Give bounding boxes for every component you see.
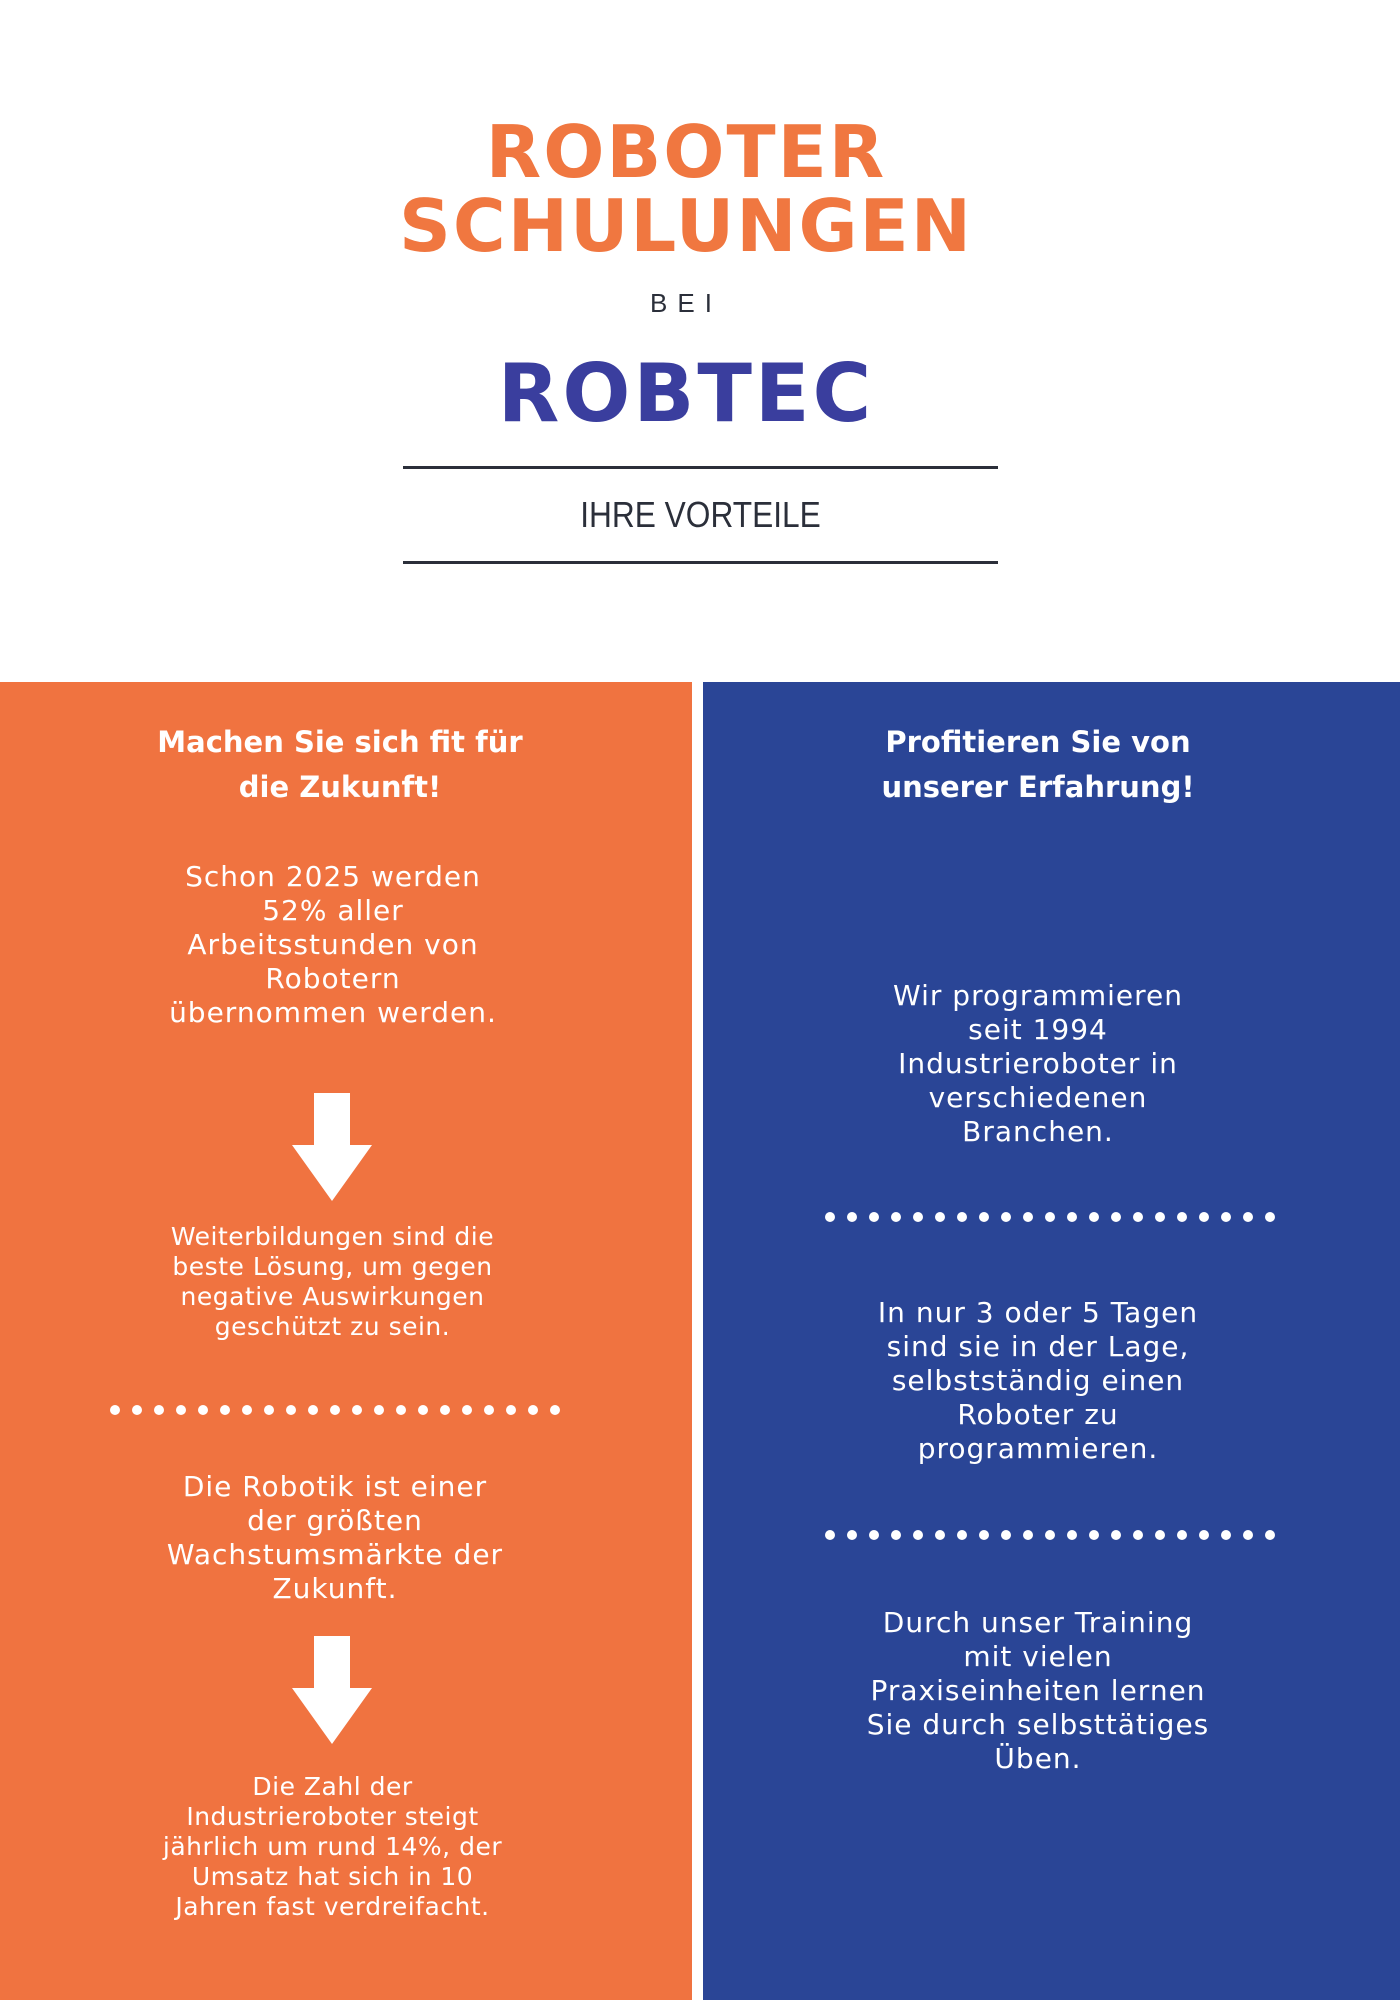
title-line-1: ROBOTER — [485, 110, 887, 194]
left-text-4: Die Zahl der Industrieroboter steigt jährlich um rund 14%, der Umsatz hat sich in 10 Jahren fast verdreifacht. — [162, 1772, 503, 1921]
divider-top — [403, 466, 998, 469]
bei-label: BEI — [650, 288, 722, 318]
left-text-1: Schon 2025 werden 52% aller Arbeitsstunden von Robotern übernommen werden. — [169, 860, 497, 1029]
subtitle: IHRE VORTEILE — [580, 494, 821, 535]
dotted-separator — [110, 1405, 560, 1417]
brand-name: ROBTEC — [497, 347, 875, 440]
right-text-1: Wir programmieren seit 1994 Industrieroboter in verschiedenen Branchen. — [893, 979, 1183, 1148]
down-arrow-icon — [292, 1093, 372, 1201]
right-text-2: In nur 3 oder 5 Tagen sind sie in der Lage, selbstständig einen Roboter zu programmieren. — [877, 1296, 1199, 1465]
down-arrow-icon — [292, 1636, 372, 1744]
left-column — [0, 682, 692, 2000]
dotted-separator — [825, 1212, 1275, 1224]
left-text-2: Weiterbildungen sind die beste Lösung, um gegen negative Auswirkungen geschützt zu sein. — [170, 1222, 495, 1341]
right-column — [703, 682, 1400, 2000]
header — [0, 0, 1400, 680]
left-text-3: Die Robotik ist einer der größten Wachstumsmärkte der Zukunft. — [166, 1470, 504, 1605]
divider-bottom — [403, 561, 998, 564]
right-text-3: Durch unser Training mit vielen Praxiseinheiten lernen Sie durch selbsttätiges Üben. — [866, 1606, 1210, 1775]
dotted-separator — [825, 1530, 1275, 1542]
left-heading: Machen Sie sich fit für die Zukunft! — [157, 725, 523, 804]
title-line-2: SCHULUNGEN — [399, 184, 973, 268]
right-heading: Profitieren Sie von unserer Erfahrung! — [881, 725, 1195, 804]
